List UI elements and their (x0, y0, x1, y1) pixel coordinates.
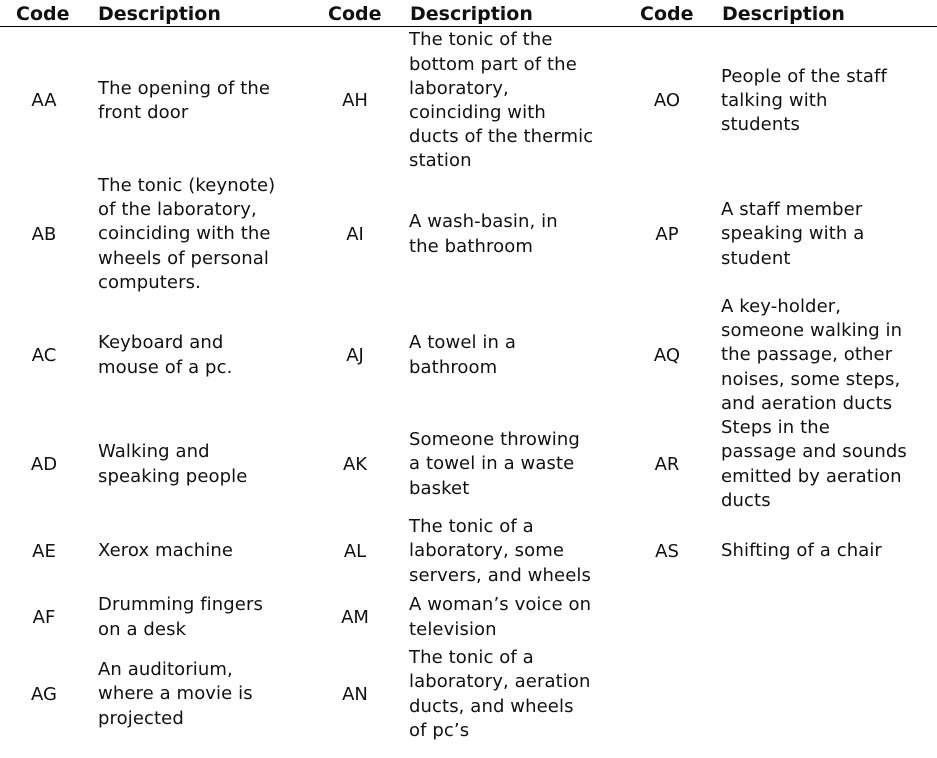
header-code-1: Code (16, 3, 70, 25)
table-row (0, 295, 937, 416)
header-code-3: Code (640, 3, 694, 25)
code-cell: AI (346, 223, 364, 245)
description-cell: Someone throwing a towel in a waste basket (409, 429, 580, 499)
code-cell: AH (342, 90, 368, 111)
table-row (0, 515, 937, 588)
description-cell: The opening of the front door (98, 77, 271, 123)
code-cell: AE (32, 540, 56, 562)
description-cell: The tonic of a laboratory, aeration ducts, and wheels of pc’s (409, 647, 591, 741)
code-cell: AO (653, 90, 681, 111)
description-cell: The tonic (keynote) of the laboratory, coinciding with the wheels of personal computers. (98, 175, 276, 293)
code-cell: AC (31, 344, 57, 366)
description-cell: Xerox machine (98, 540, 234, 562)
code-cell: AN (342, 683, 368, 705)
code-cell (637, 593, 697, 642)
header-description-3: Description (722, 3, 845, 25)
description-cell: The tonic of a laboratory, some servers, and wheels (409, 516, 591, 586)
code-cell: AJ (346, 344, 364, 366)
description-cell: Shifting of a chair (721, 540, 882, 562)
header-description-1: Description (98, 3, 221, 25)
code-cell: AS (655, 540, 679, 562)
code-cell: AQ (653, 344, 681, 366)
description-cell: A towel in a bathroom (409, 332, 516, 378)
header-code-2: Code (328, 3, 382, 25)
code-cell: AB (31, 223, 57, 245)
description-cell: Walking and speaking people (98, 441, 248, 487)
table-row (0, 646, 937, 743)
table-row (0, 28, 937, 174)
code-cell: AL (343, 540, 367, 562)
description-cell: A wash-basin, in the bathroom (409, 211, 558, 257)
description-cell (721, 646, 937, 743)
table-row (0, 593, 937, 642)
table-header (0, 0, 937, 27)
code-cell: AP (655, 223, 679, 245)
code-cell: AK (342, 453, 368, 475)
description-cell: Drumming fingers on a desk (98, 594, 263, 640)
code-cell: AM (341, 606, 369, 628)
table-row (0, 174, 937, 295)
code-cell: AF (32, 606, 56, 628)
description-cell: The tonic of the bottom part of the laboratory, coinciding with ducts of the thermic station (409, 29, 594, 172)
description-cell (721, 593, 937, 642)
code-cell: AG (31, 683, 57, 705)
code-cell (637, 646, 697, 743)
header-description-2: Description (410, 3, 533, 25)
description-cell: A woman’s voice on television (409, 594, 592, 640)
description-cell: Keyboard and mouse of a pc. (98, 332, 233, 378)
table-row (0, 416, 937, 513)
description-cell: A key-holder, someone walking in the passage, other noises, some steps, and aeration ducts (721, 296, 903, 414)
description-cell: People of the staff talking with students (721, 65, 887, 136)
description-cell: An auditorium, where a movie is projected (98, 659, 253, 729)
description-cell: A staff member speaking with a student (721, 199, 865, 269)
code-cell: AD (30, 453, 58, 475)
code-cell: AA (31, 90, 57, 111)
code-cell: AR (654, 453, 680, 475)
description-cell: Steps in the passage and sounds emitted by aeration ducts (721, 417, 907, 511)
